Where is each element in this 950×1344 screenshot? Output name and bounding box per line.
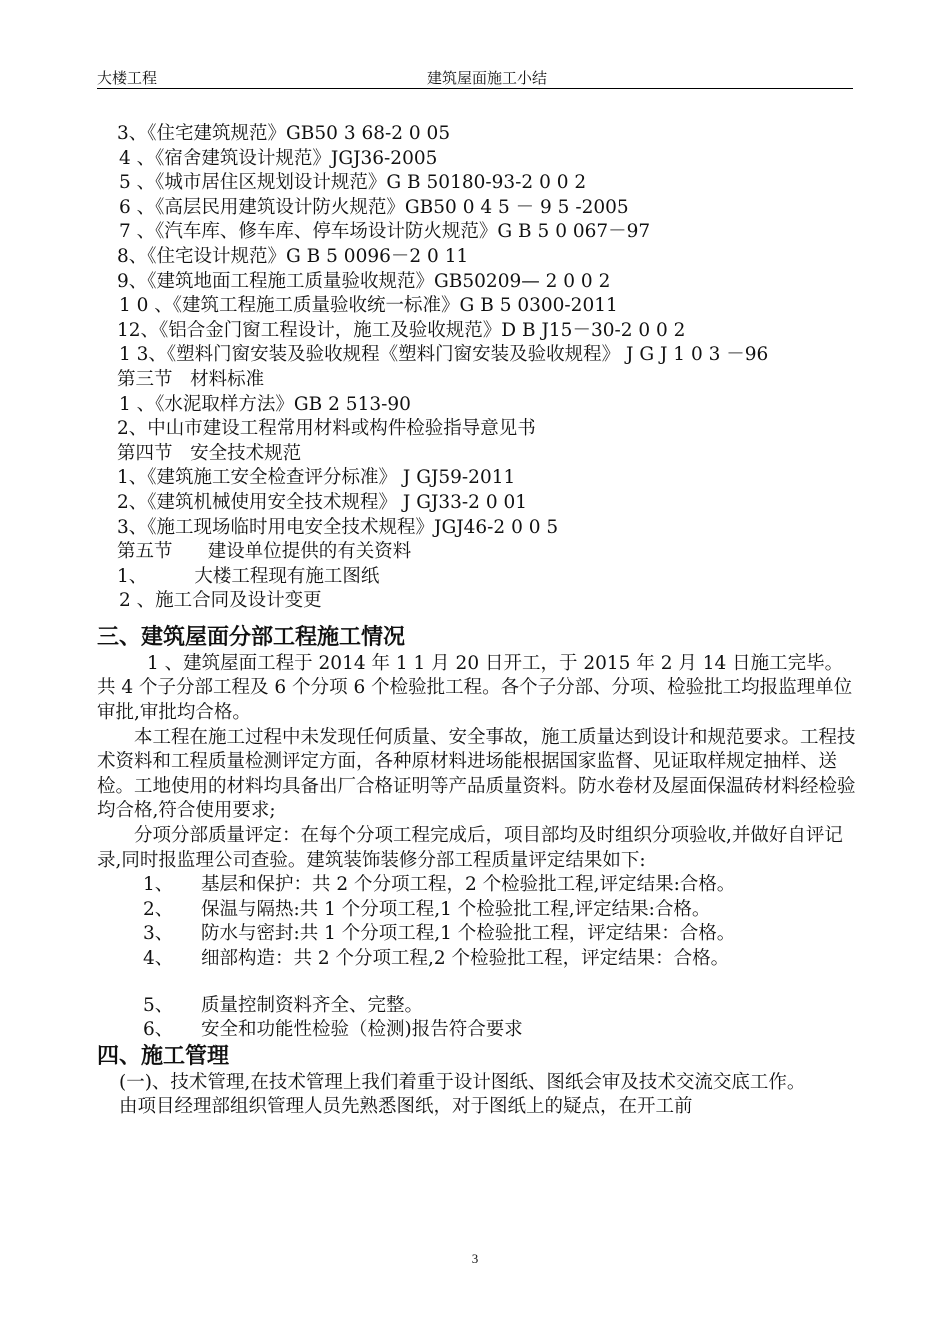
- part-3-paragraph: 分项分部质量评定：在每个分项工程完成后，项目部均及时组织分项验收,并做好自评记录,同时报监理公司查验。建筑装饰装修分部工程质量评定结果如下:: [97, 825, 843, 871]
- result-text: 质量控制资料齐全、完整。: [201, 994, 424, 1016]
- section-3-title: 第三节 材料标准: [117, 368, 265, 390]
- section-5-title: 第五节 建设单位提供的有关资料: [117, 541, 412, 563]
- section-5-item: 2 、施工合同及设计变更: [119, 590, 322, 612]
- result-text: 防水与密封:共 1 个分项工程,1 个检验批工程，评定结果：合格。: [201, 923, 736, 945]
- result-number: 6、: [143, 1019, 174, 1041]
- section-4-title: 第四节 安全技术规范: [117, 442, 302, 464]
- standard-item: 7 、《汽车库、修车库、停车场设计防火规范》G B 5 0 067－97: [119, 221, 651, 243]
- evaluation-results: [97, 873, 857, 1043]
- standard-item: 9、《建筑地面工程施工质量验收规范》GB50209— 2 0 0 2: [117, 270, 611, 292]
- part-3-heading: 三、建筑屋面分部工程施工情况: [97, 624, 406, 650]
- standard-item: 3、《住宅建筑规范》GB50 3 68-2 0 05: [117, 123, 451, 144]
- document-body: [97, 122, 857, 1120]
- section-3-item: 2、中山市建设工程常用材料或构件检验指导意见书: [117, 418, 536, 440]
- result-number: 3、: [143, 923, 174, 945]
- standards-list: [97, 122, 857, 368]
- result-text: 安全和功能性检验（检测)报告符合要求: [201, 1019, 523, 1041]
- standard-item: 8、《住宅设计规范》G B 5 0096－2 0 11: [117, 245, 469, 267]
- result-number: 4、: [143, 948, 174, 969]
- evaluation-result-item: [97, 922, 857, 947]
- standard-item: 1 3、《塑料门窗安装及验收规程《塑料门窗安装及验收规程》 J G J 1 0 3 －96: [119, 344, 769, 366]
- evaluation-result-item: [97, 873, 857, 898]
- result-text: 基层和保护：共 2 个分项工程，2 个检验批工程,评定结果:合格。: [201, 874, 736, 896]
- page-header: [97, 64, 853, 89]
- standard-item: 6 、《高层民用建筑设计防火规范》GB50 0 4 5 － 9 5 -2005: [119, 196, 629, 218]
- evaluation-result-item: [97, 994, 857, 1019]
- standard-item: 1 0 、《建筑工程施工质量验收统一标准》G B 5 0300-2011: [119, 295, 618, 317]
- standard-item: 12、《铝合金门窗工程设计，施工及验收规范》D B J15－30-2 0 0 2: [117, 319, 686, 341]
- part-4-paragraph: (一)、技术管理,在技术管理上我们着重于设计图纸、图纸会审及技术交流交底工作。: [119, 1071, 806, 1093]
- result-number: 5、: [143, 994, 174, 1016]
- section-4-item: 3、《施工现场临时用电安全技术规程》JGJ46-2 0 0 5: [117, 516, 559, 538]
- result-text: 细部构造：共 2 个分项工程,2 个检验批工程，评定结果：合格。: [201, 948, 730, 969]
- section-3-item: 1 、《水泥取样方法》GB 2 513-90: [119, 393, 411, 415]
- result-text: 保温与隔热:共 1 个分项工程,1 个检验批工程,评定结果:合格。: [201, 898, 711, 920]
- page-number: 3: [471, 1251, 479, 1266]
- part-3-paragraph: 1 、建筑屋面工程于 2014 年 1 1 月 20 日开工，于 2015 年 2 月 14 日施工完毕。共 4 个子分部工程及 6 个分项 6 个检验批工程。各个子分部、分项、检验批工均报监理单位审批,审批均合格。: [97, 652, 853, 724]
- header-project-name: 大楼工程: [97, 69, 158, 87]
- section-4-item: 2、《建筑机械使用安全技术规程》 J GJ33-2 0 01: [117, 491, 528, 513]
- evaluation-result-item: [97, 1018, 857, 1043]
- header-document-title: 建筑屋面施工小结: [427, 69, 548, 87]
- part-4-paragraph: 由项目经理部组织管理人员先熟悉图纸，对于图纸上的疑点，在开工前: [119, 1096, 693, 1118]
- result-number: 1、: [143, 874, 174, 896]
- part-3-paragraph: 本工程在施工过程中未发现任何质量、安全事故，施工质量达到设计和规范要求。工程技术资料和工程质量检测评定方面，各种原材料进场能根据国家监督、见证取样规定抽样、送检。工地使用的材料均具备出厂合格证明等产品质量资料。防水卷材及屋面保温砖材料经检验均合格,符合使用要求;: [97, 726, 856, 822]
- evaluation-result-item: [97, 947, 857, 972]
- evaluation-result-item: [97, 898, 857, 923]
- result-number: 2、: [143, 898, 174, 920]
- part-4-heading: 四、施工管理: [97, 1043, 230, 1069]
- standard-item: 5 、《城市居住区规划设计规范》G B 50180-93-2 0 0 2: [119, 172, 587, 194]
- section-4-item: 1、《建筑施工安全检查评分标准》 J GJ59-2011: [117, 467, 516, 489]
- section-5-item: 1、 大楼工程现有施工图纸: [117, 565, 380, 587]
- standard-item: 4 、《宿舍建筑设计规范》JGJ36-2005: [119, 147, 438, 169]
